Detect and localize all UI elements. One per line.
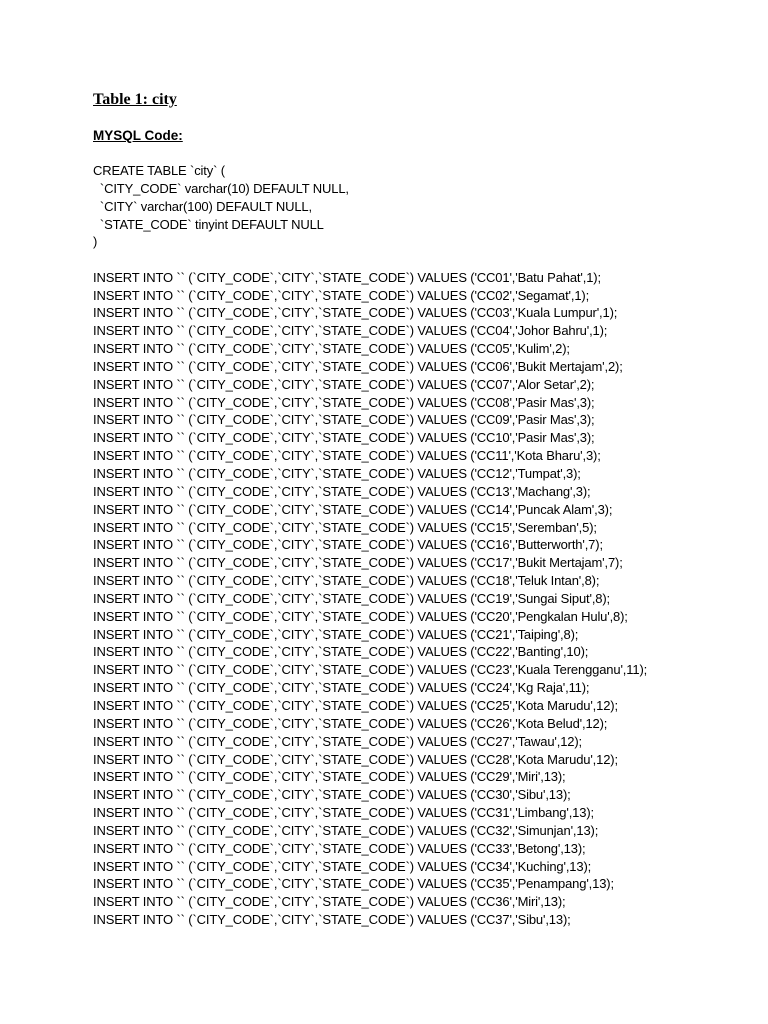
- insert-line: INSERT INTO `` (`CITY_CODE`,`CITY`,`STATE_CODE`) VALUES ('CC13','Machang',3);: [93, 483, 591, 499]
- insert-line: INSERT INTO `` (`CITY_CODE`,`CITY`,`STATE_CODE`) VALUES ('CC32','Simunjan',13);: [93, 822, 599, 838]
- insert-line: INSERT INTO `` (`CITY_CODE`,`CITY`,`STATE_CODE`) VALUES ('CC36','Miri',13);: [93, 894, 566, 910]
- insert-line: INSERT INTO `` (`CITY_CODE`,`CITY`,`STATE_CODE`) VALUES ('CC20','Pengkalan Hulu',8);: [93, 608, 628, 624]
- insert-line: INSERT INTO `` (`CITY_CODE`,`CITY`,`STATE_CODE`) VALUES ('CC33','Betong',13);: [93, 840, 586, 856]
- insert-line: INSERT INTO `` (`CITY_CODE`,`CITY`,`STATE_CODE`) VALUES ('CC35','Penampang',13);: [93, 876, 614, 892]
- insert-line: INSERT INTO `` (`CITY_CODE`,`CITY`,`STATE_CODE`) VALUES ('CC08','Pasir Mas',3);: [93, 394, 595, 410]
- code-heading: MYSQL Code:: [93, 128, 183, 143]
- create-line: CREATE TABLE `city` (: [93, 163, 225, 178]
- create-line: ): [93, 234, 98, 250]
- create-line: `STATE_CODE` tinyint DEFAULT NULL: [93, 216, 324, 232]
- insert-line: INSERT INTO `` (`CITY_CODE`,`CITY`,`STATE_CODE`) VALUES ('CC15','Seremban',5);: [93, 519, 597, 535]
- insert-line: INSERT INTO `` (`CITY_CODE`,`CITY`,`STATE_CODE`) VALUES ('CC28','Kota Marudu',12);: [93, 751, 618, 767]
- insert-line: INSERT INTO `` (`CITY_CODE`,`CITY`,`STATE_CODE`) VALUES ('CC21','Taiping',8);: [93, 626, 579, 642]
- insert-line: INSERT INTO `` (`CITY_CODE`,`CITY`,`STATE_CODE`) VALUES ('CC24','Kg Raja',11);: [93, 680, 590, 696]
- insert-line: INSERT INTO `` (`CITY_CODE`,`CITY`,`STATE_CODE`) VALUES ('CC02','Segamat',1);: [93, 287, 590, 303]
- insert-line: INSERT INTO `` (`CITY_CODE`,`CITY`,`STATE_CODE`) VALUES ('CC12','Tumpat',3);: [93, 466, 581, 481]
- insert-line: INSERT INTO `` (`CITY_CODE`,`CITY`,`STATE_CODE`) VALUES ('CC05','Kulim',2);: [93, 341, 570, 357]
- insert-line: INSERT INTO `` (`CITY_CODE`,`CITY`,`STATE_CODE`) VALUES ('CC19','Sungai Siput',8);: [93, 590, 611, 606]
- insert-line: INSERT INTO `` (`CITY_CODE`,`CITY`,`STATE_CODE`) VALUES ('CC09','Pasir Mas',3);: [93, 412, 595, 428]
- create-line: `CITY_CODE` varchar(10) DEFAULT NULL,: [93, 180, 349, 196]
- insert-line: INSERT INTO `` (`CITY_CODE`,`CITY`,`STATE_CODE`) VALUES ('CC30','Sibu',13);: [93, 787, 571, 803]
- insert-line: INSERT INTO `` (`CITY_CODE`,`CITY`,`STATE_CODE`) VALUES ('CC03','Kuala Lumpur',1);: [93, 305, 618, 321]
- create-line: `CITY` varchar(100) DEFAULT NULL,: [93, 198, 312, 214]
- insert-line: INSERT INTO `` (`CITY_CODE`,`CITY`,`STATE_CODE`) VALUES ('CC16','Butterworth',7);: [93, 537, 603, 553]
- insert-line: INSERT INTO `` (`CITY_CODE`,`CITY`,`STATE_CODE`) VALUES ('CC22','Banting',10);: [93, 644, 589, 660]
- insert-line: INSERT INTO `` (`CITY_CODE`,`CITY`,`STATE_CODE`) VALUES ('CC27','Tawau',12);: [93, 733, 582, 749]
- insert-line: INSERT INTO `` (`CITY_CODE`,`CITY`,`STATE_CODE`) VALUES ('CC31','Limbang',13);: [93, 805, 594, 821]
- insert-line: INSERT INTO `` (`CITY_CODE`,`CITY`,`STATE_CODE`) VALUES ('CC04','Johor Bahru',1);: [93, 323, 608, 339]
- insert-line: INSERT INTO `` (`CITY_CODE`,`CITY`,`STATE_CODE`) VALUES ('CC26','Kota Belud',12);: [93, 715, 608, 731]
- insert-line: INSERT INTO `` (`CITY_CODE`,`CITY`,`STATE_CODE`) VALUES ('CC06','Bukit Mertajam',2);: [93, 358, 623, 374]
- insert-line: INSERT INTO `` (`CITY_CODE`,`CITY`,`STATE_CODE`) VALUES ('CC11','Kota Bharu',3);: [93, 448, 601, 464]
- create-table-block: [93, 162, 753, 251]
- table-title: Table 1: city: [93, 91, 177, 108]
- insert-line: INSERT INTO `` (`CITY_CODE`,`CITY`,`STATE_CODE`) VALUES ('CC07','Alor Setar',2);: [93, 376, 595, 392]
- insert-line: INSERT INTO `` (`CITY_CODE`,`CITY`,`STATE_CODE`) VALUES ('CC18','Teluk Intan',8);: [93, 573, 600, 589]
- insert-statements-block: [93, 269, 753, 929]
- insert-line: INSERT INTO `` (`CITY_CODE`,`CITY`,`STATE_CODE`) VALUES ('CC10','Pasir Mas',3);: [93, 430, 595, 446]
- insert-line: INSERT INTO `` (`CITY_CODE`,`CITY`,`STATE_CODE`) VALUES ('CC17','Bukit Mertajam',7);: [93, 555, 623, 571]
- insert-line: INSERT INTO `` (`CITY_CODE`,`CITY`,`STATE_CODE`) VALUES ('CC37','Sibu',13);: [93, 912, 571, 928]
- insert-line: INSERT INTO `` (`CITY_CODE`,`CITY`,`STATE_CODE`) VALUES ('CC29','Miri',13);: [93, 769, 566, 785]
- insert-line: INSERT INTO `` (`CITY_CODE`,`CITY`,`STATE_CODE`) VALUES ('CC14','Puncak Alam',3);: [93, 501, 613, 517]
- insert-line: INSERT INTO `` (`CITY_CODE`,`CITY`,`STATE_CODE`) VALUES ('CC34','Kuching',13);: [93, 858, 592, 874]
- insert-line: INSERT INTO `` (`CITY_CODE`,`CITY`,`STATE_CODE`) VALUES ('CC25','Kota Marudu',12);: [93, 697, 618, 713]
- insert-line: INSERT INTO `` (`CITY_CODE`,`CITY`,`STATE_CODE`) VALUES ('CC23','Kuala Terengganu',11);: [93, 662, 648, 678]
- insert-line: INSERT INTO `` (`CITY_CODE`,`CITY`,`STATE_CODE`) VALUES ('CC01','Batu Pahat',1);: [93, 269, 601, 285]
- document-page: [93, 90, 753, 929]
